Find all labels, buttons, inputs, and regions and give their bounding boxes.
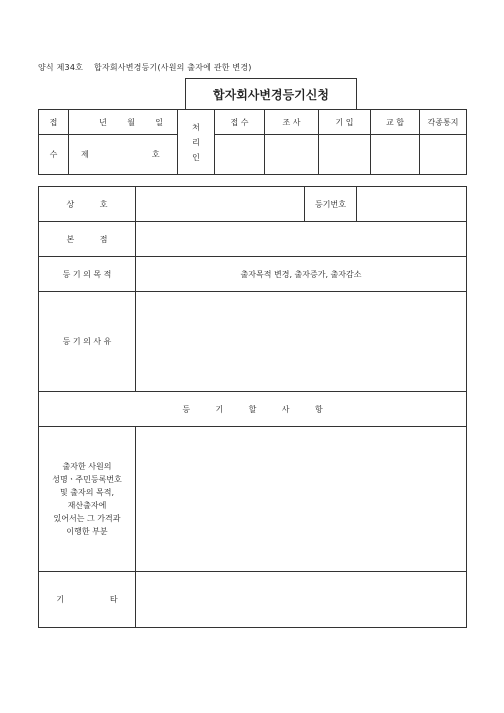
stamp-entry[interactable]	[319, 135, 371, 175]
stamp-review[interactable]	[265, 135, 319, 175]
member-detail-line-1: 출자한 사원의	[62, 462, 112, 471]
member-detail-line-6: 이행한 부분	[66, 527, 108, 536]
receipt-number[interactable]	[69, 135, 178, 175]
member-detail-line-2: 성명ㆍ주민등록번호	[52, 475, 122, 484]
step-receipt: 접 수	[215, 110, 265, 135]
trade-name-label: 상 호	[39, 187, 136, 222]
date-month: 월	[127, 117, 135, 127]
handler-char-2: 리	[192, 137, 200, 147]
stamp-collation[interactable]	[371, 135, 420, 175]
document-title-text: 합자회사변경등기신청	[213, 87, 329, 102]
reg-number-label: 등기번호	[305, 187, 357, 222]
step-notices: 각종통지	[420, 110, 467, 135]
stamp-receipt[interactable]	[215, 135, 265, 175]
receipt-label-top: 접	[39, 110, 69, 135]
number-suffix: 호	[151, 150, 160, 159]
step-review: 조 사	[265, 110, 319, 135]
reason-field[interactable]	[136, 292, 467, 392]
step-collation: 교 합	[371, 110, 420, 135]
receipt-date[interactable]	[69, 110, 178, 135]
date-day: 일	[155, 117, 163, 127]
purpose-value: 출자목적 변경, 출자증가, 출자감소	[136, 257, 467, 292]
step-entry: 기 입	[319, 110, 371, 135]
member-detail-line-4: 재산출자에	[67, 501, 107, 510]
application-form-table	[38, 186, 467, 628]
handler-label	[178, 110, 215, 175]
other-field[interactable]	[136, 572, 467, 628]
receipt-table	[38, 109, 467, 175]
handler-char-3: 인	[192, 152, 200, 162]
document-title	[185, 78, 357, 109]
member-detail-line-3: 및 출자의 목적,	[60, 488, 114, 497]
head-office-label: 본 점	[39, 222, 136, 257]
handler-char-1: 처	[192, 122, 200, 132]
reg-number-field[interactable]	[357, 187, 467, 222]
stamp-notices[interactable]	[420, 135, 467, 175]
trade-name-field[interactable]	[136, 187, 305, 222]
purpose-label: 등 기 의 목 적	[39, 257, 136, 292]
head-office-field[interactable]	[136, 222, 467, 257]
other-label: 기 타	[39, 572, 136, 628]
form-subtitle: 합자회사변경등기(사원의 출자에 관한 변경)	[94, 63, 252, 72]
member-detail-label	[39, 427, 136, 572]
date-year: 년	[99, 117, 107, 127]
form-header	[38, 62, 252, 73]
form-number: 양식 제34호	[38, 63, 84, 72]
matters-heading: 등 기 할 사 항	[39, 392, 467, 427]
member-detail-line-5: 있어서는 그 가격과	[53, 514, 121, 523]
receipt-label-bottom: 수	[39, 135, 69, 175]
number-prefix: 제	[81, 150, 89, 159]
member-detail-field[interactable]	[136, 427, 467, 572]
reason-label: 등 기 의 사 유	[39, 292, 136, 392]
